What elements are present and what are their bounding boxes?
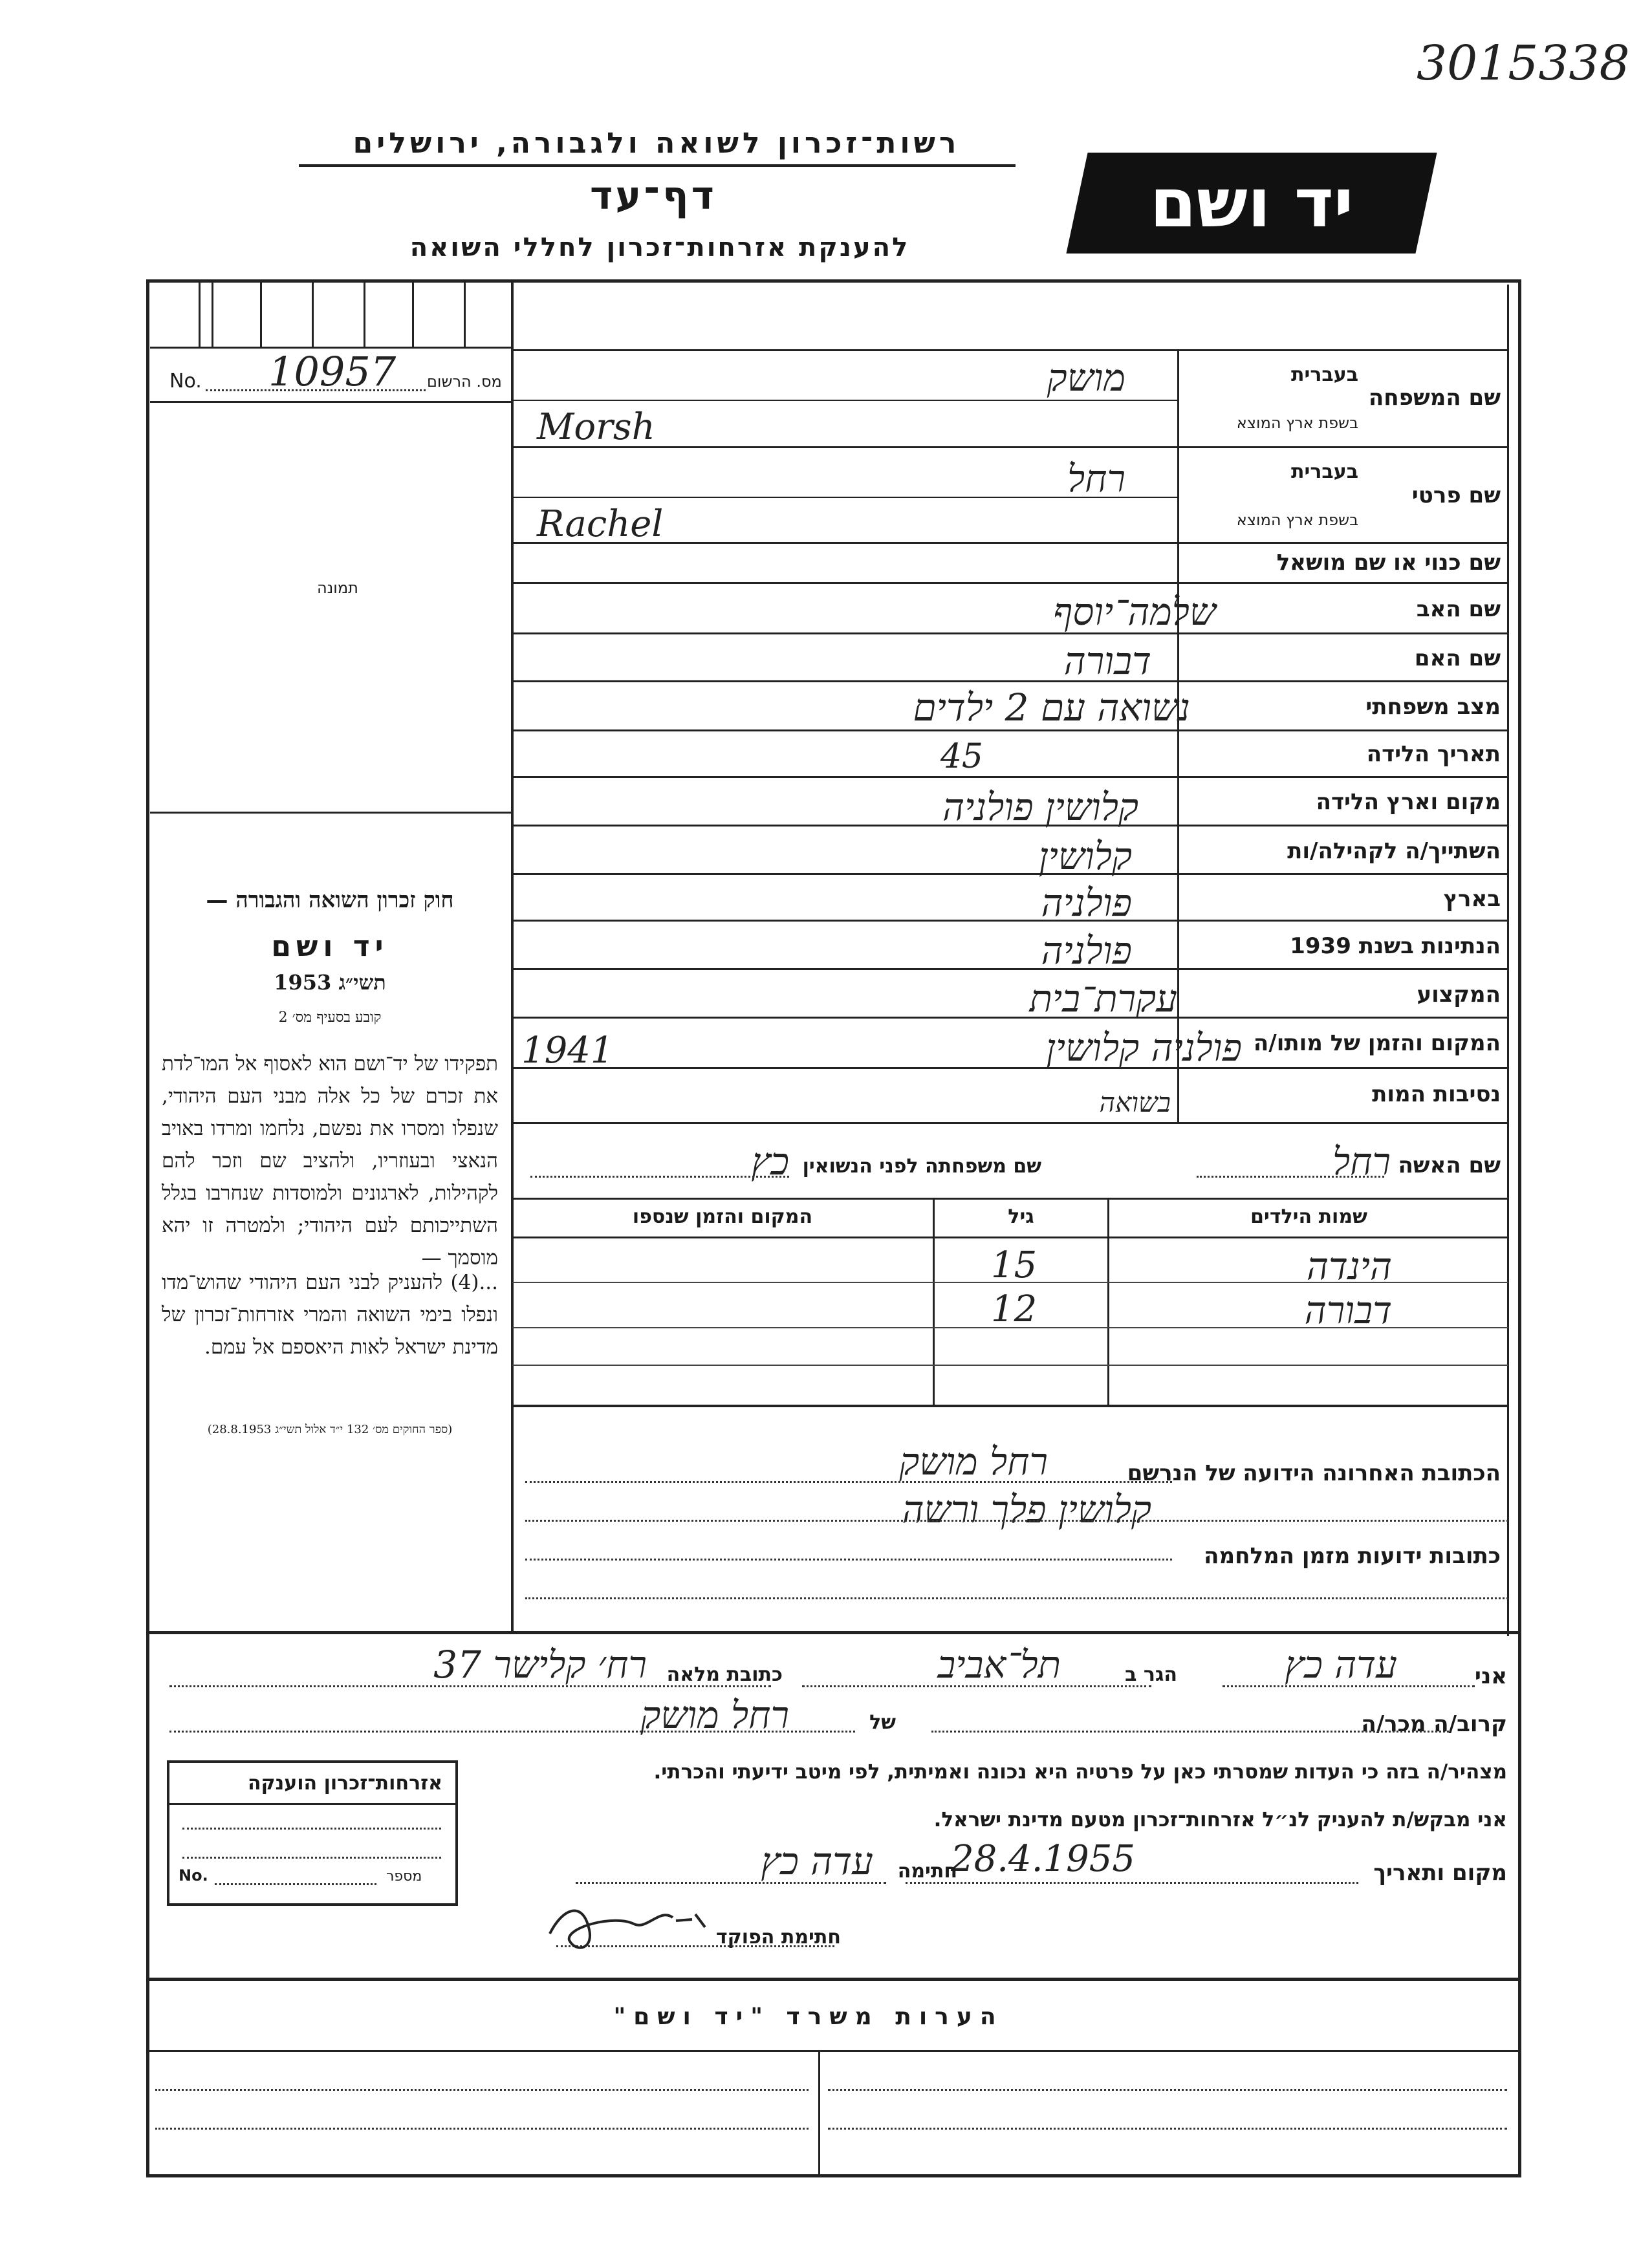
resides-dots (802, 1685, 1151, 1687)
child-name: הינדה (1307, 1244, 1392, 1288)
last-address-value-2: קלושין פלך ורשה (902, 1487, 1151, 1531)
first-name-label: שם פרטי (1411, 482, 1501, 508)
of-label: של (869, 1711, 896, 1734)
upper-section-bottom (149, 1631, 1520, 1634)
relative-dots (931, 1731, 1449, 1733)
wife-dots (1197, 1176, 1384, 1178)
reg-no-label: No. (169, 370, 202, 393)
row-line (512, 680, 1508, 682)
full-address-label: כתובת מלאה (666, 1663, 783, 1686)
row-subline (512, 400, 1177, 401)
remarks-dots (155, 2089, 809, 2091)
child-age: 12 (991, 1288, 1038, 1330)
declarant-name-value: עדה כץ (1285, 1643, 1397, 1687)
row-line (512, 968, 1508, 970)
authority-underline (299, 164, 1016, 167)
place-date-value: 28.4.1955 (951, 1838, 1136, 1880)
profession-label: המקצוע (1417, 982, 1501, 1008)
authority-title: רשות־זכרון לשואה ולגבורה, ירושלים (353, 127, 961, 160)
remarks-dots (828, 2089, 1507, 2091)
remarks-line (149, 2050, 1520, 2052)
row-line (512, 1122, 1508, 1124)
of-value: רחל מושק (640, 1693, 789, 1737)
last-address-value-1: רחל מושק (899, 1440, 1048, 1484)
citizenship-number-label: מספר (386, 1868, 422, 1885)
declarant-dots (1222, 1685, 1475, 1687)
resides-label: הגר ב (1125, 1663, 1177, 1686)
children-bottom-line (512, 1405, 1508, 1407)
wife-value: רחל (1332, 1139, 1391, 1183)
surname-label: שם המשפחה (1368, 385, 1501, 411)
row-line (512, 632, 1508, 634)
yad-vashem-logo (1066, 153, 1437, 254)
community-label: השתייך/ה לקהילה/ות (1287, 838, 1501, 864)
officer-signature-scribble (537, 1888, 718, 1960)
father-label: שם האב (1416, 596, 1501, 622)
profession-value: עקרת־בית (1029, 977, 1177, 1021)
archive-number: 3015338 (1417, 36, 1630, 91)
children-header-place: המקום והזמן שנספו (632, 1205, 813, 1228)
row-line (512, 349, 1508, 351)
marital-label: מצב משפחתי (1365, 694, 1501, 720)
photo-bottom-line (150, 812, 512, 814)
law-clause: קובע בסעיף מס׳ 2 (278, 1010, 382, 1026)
address-dots (525, 1520, 1508, 1522)
citizenship-box (167, 1760, 458, 1906)
label-column-divider (1177, 349, 1179, 1122)
children-table (512, 1198, 1508, 1405)
page-subtitle: להענקת אזרחות־זכרון לחללי השואה (409, 233, 910, 263)
declarant-i-label: אני (1474, 1663, 1507, 1689)
address-dots (525, 1559, 1172, 1561)
row-line (512, 873, 1508, 875)
left-top-boxes (150, 282, 511, 347)
country-label: בארץ (1443, 886, 1501, 912)
declaration-text: מצהיר/ה בזה כי העדות שמסרתי כאן על פרטיה היא נכונה ואמיתית, לפי מיטב ידיעתי והכרתי. (653, 1760, 1507, 1784)
wartime-address-label: כתובות ידועות מזמן המלחמה (1204, 1543, 1501, 1569)
death-cause-label: נסיבות המות (1372, 1081, 1501, 1107)
marital-value: נשואה עם 2 ילדים (913, 686, 1190, 729)
law-year: תשי״ג 1953 (274, 970, 386, 995)
row-line (512, 776, 1508, 778)
maiden-label: שם משפחתה לפני הנשואין (802, 1155, 1041, 1178)
first-orig-label: בשפת ארץ המוצא (1236, 511, 1358, 529)
surname-heb-label: בעברית (1291, 363, 1358, 386)
reg-number-value: 10957 (268, 348, 397, 395)
maiden-value: כץ (751, 1139, 789, 1183)
maiden-dots (530, 1176, 789, 1178)
last-address-label: הכתובת האחרונה הידועה של הנרשם (1127, 1460, 1501, 1486)
remarks-title: הערות משרד "יד ושם" (613, 2003, 1004, 2030)
nickname-label: שם כנוי או שם מושאל (1276, 550, 1501, 576)
signature-value: עדה כץ (761, 1839, 873, 1883)
left-column-divider (511, 282, 514, 1631)
remarks-dots (155, 2128, 809, 2130)
citizenship-label: הנתינות בשנת 1939 (1290, 933, 1501, 959)
request-text: אני מבקש/ת להעניק לנ״ל אזרחות־זכרון מטעם מדינת ישראל. (933, 1808, 1507, 1831)
row-line (512, 1067, 1508, 1069)
birthdate-label: תאריך הלידה (1366, 741, 1501, 767)
law-text-1: תפקידו של יד־ושם הוא לאסוף אל המו־לדת את זכרם של כל אלה מבני העם היהודי, שנפלו ומסרו את נפשם, נלחמו ומרדו באויב הנאצי ובעוזריו, ולהציב שם וזכר להם לקהילות, לארגונים ולמוסדות שנחרבו בגלל השתייכותם לעם היהודי; ולמטרה זו יהא מוסמך — (162, 1052, 498, 1269)
full-address-dots (169, 1685, 771, 1687)
mother-label: שם האם (1414, 645, 1501, 671)
death-year-value: 1941 (521, 1030, 614, 1072)
first-orig-value: Rachel (537, 503, 664, 545)
reg-label: מס. הרשום (427, 373, 502, 391)
children-header-age: גיל (1008, 1205, 1034, 1228)
death-cause-value: בשואה (1099, 1086, 1171, 1118)
of-dots (169, 1731, 855, 1733)
address-dots (525, 1481, 1172, 1483)
death-place-label: המקום והזמן של מותו/ה (1253, 1030, 1501, 1056)
citizenship-no-label: No. (179, 1866, 208, 1885)
remarks-dots (828, 2128, 1507, 2130)
children-header-names: שמות הילדים (1250, 1205, 1367, 1228)
law-title: חוק זכרון השואה והגבורה — (206, 887, 454, 913)
citizenship-box-title: אזרחות־זכרון הוענקה (247, 1772, 442, 1795)
row-line (512, 729, 1508, 731)
law-source: (ספר החוקים מס׳ 132 י״ד אלול תשי״ג 28.8.1953) (207, 1423, 453, 1436)
father-value: שלמה־יוסף (1053, 590, 1216, 634)
country-value: פולניה (1041, 881, 1132, 925)
first-heb-value: רחל (1067, 457, 1125, 501)
row-line (512, 1017, 1508, 1019)
remarks-divider (818, 2050, 820, 2176)
surname-orig-value: Morsh (537, 406, 655, 448)
address-dots (525, 1597, 1508, 1599)
death-place-value: פולניה קלושין (1046, 1026, 1242, 1070)
page-title: דף־עד (590, 173, 717, 219)
wife-label: שם האשה (1398, 1152, 1501, 1178)
community-value: קלושין (1038, 834, 1132, 878)
birthplace-label: מקום וארץ הלידה (1316, 789, 1501, 815)
relative-label: קרוב/ה מכר/ה (1361, 1711, 1507, 1737)
first-heb-label: בעברית (1291, 460, 1358, 483)
photo-label: תמונה (317, 579, 358, 597)
officer-signature-label: חתימת הפוקד (716, 1926, 841, 1949)
place-date-dots (906, 1882, 1358, 1884)
birthplace-value: קלושין פולניה (942, 785, 1138, 829)
child-name: דבורה (1304, 1288, 1392, 1332)
child-age: 15 (991, 1244, 1038, 1286)
full-address-value: רח׳ קלישר 37 (433, 1643, 647, 1687)
footer-top-line (149, 1978, 1520, 1981)
surname-orig-label: בשפת ארץ המוצא (1236, 414, 1358, 432)
citizenship-value: פולניה (1041, 929, 1132, 973)
signature-label: חתימה (897, 1860, 957, 1883)
row-line (512, 920, 1508, 922)
surname-heb-value: מושק (1047, 356, 1125, 400)
place-date-label: מקום ותאריך (1373, 1860, 1507, 1886)
signature-dots (576, 1882, 886, 1884)
row-line (512, 446, 1508, 448)
frame-inner-right (1507, 285, 1509, 1636)
law-name: יד ושם (271, 930, 389, 963)
resides-value: תל־אביב (937, 1643, 1061, 1687)
birthdate-value: 45 (940, 737, 983, 776)
mother-value: דבורה (1063, 639, 1151, 683)
logo-text: יד ושם (1149, 164, 1354, 243)
law-text-2: ...(4) להעניק לבני העם היהודי שהוש־מדו ונפלו בימי השואה והמרי אזרחות־זכרון של מדינת ישראל לאות היאספם אל עמם. (162, 1271, 498, 1359)
reg-line (150, 401, 512, 403)
row-line (512, 582, 1508, 584)
